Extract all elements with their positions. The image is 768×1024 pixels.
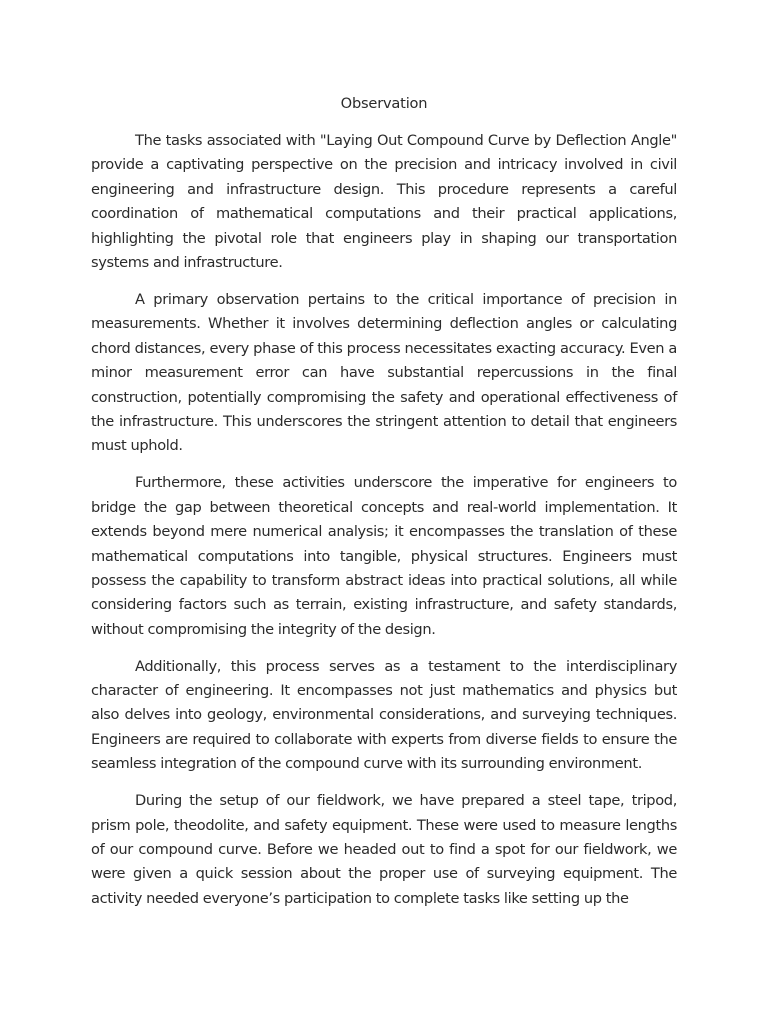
paragraph-1: The tasks associated with "Laying Out Compound Curve by Deflection Angle" provide a captivating perspective on the precision and intricacy involved in civil engineering and infrastructure design. This procedure represents a careful coordination of mathematical computations and their practical applications, highlighting the pivotal role that engineers play in shaping our transportation systems and infrastructure. xyxy=(91,132,677,272)
paragraph-2: A primary observation pertains to the critical importance of precision in measurements. Whether it involves determining deflection angles or calculating chord distances, every phase of this process necessitates exacting accuracy. Even a minor measurement error can have substantial repercussions in the final construction, potentially compromising the safety and operational effectiveness of the infrastructure. This underscores the stringent attention to detail that engineers must uphold. xyxy=(91,290,677,455)
paragraph-3: Furthermore, these activities underscore the imperative for engineers to bridge the gap between theoretical concepts and real-world implementation. It extends beyond mere numerical analysis; it encompasses the translation of these mathematical computations into tangible, physical structures. Engineers must possess the capability to transform abstract ideas into practical solutions, all while considering factors such as terrain, existing infrastructure, and safety standards, without compromising the integrity of the design. xyxy=(91,474,677,638)
paragraph-4: Additionally, this process serves as a testament to the interdisciplinary character of engineering. It encompasses not just mathematics and physics but also delves into geology, environmental considerations, and surveying techniques. Engineers are required to collaborate with experts from diverse fields to ensure the seamless integration of the compound curve with its surrounding environment. xyxy=(91,657,677,773)
paragraph-5: During the setup of our fieldwork, we have prepared a steel tape, tripod, prism pole, theodolite, and safety equipment. These were used to measure lengths of our compound curve. Before we headed out to find a spot for our fieldwork, we were given a quick session about the proper use of surveying equipment. The activity needed everyone’s participation to complete tasks like setting up the xyxy=(91,792,677,907)
document-body xyxy=(91,129,677,924)
page-title: Observation xyxy=(340,95,428,112)
